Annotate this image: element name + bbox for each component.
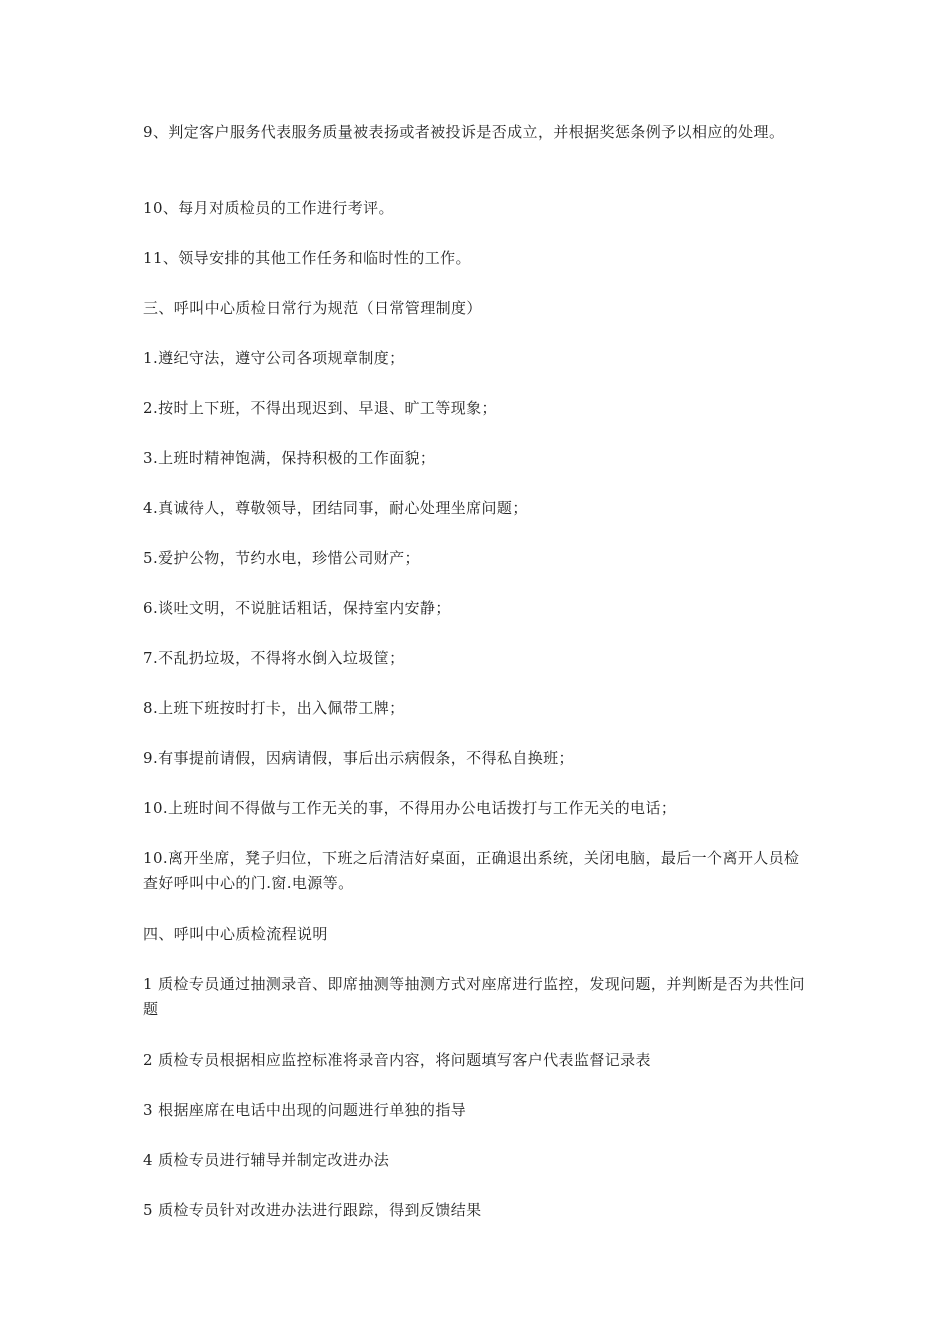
rule-item-4: 4.真诚待人，尊敬领导，团结同事，耐心处理坐席问题； — [143, 499, 528, 517]
process-step-3: 3 根据座席在电话中出现的问题进行单独的指导 — [143, 1101, 467, 1119]
rule-item-5: 5.爱护公物，节约水电，珍惜公司财产； — [143, 549, 420, 567]
paragraph-item-9: 9、判定客户服务代表服务质量被表扬或者被投诉是否成立，并根据奖惩条例予以相应的处理。 — [143, 123, 785, 141]
rule-item-7: 7.不乱扔垃圾，不得将水倒入垃圾筐； — [143, 649, 405, 667]
process-step-5: 5 质检专员针对改进办法进行跟踪，得到反馈结果 — [143, 1201, 482, 1219]
process-step-1: 1 质检专员通过抽测录音、即席抽测等抽测方式对座席进行监控，发现问题，并判断是否为共性问题 — [143, 975, 805, 1018]
paragraph-item-11: 11、领导安排的其他工作任务和临时性的工作。 — [143, 249, 471, 267]
rule-item-10b: 10.离开坐席，凳子归位，下班之后清洁好桌面，正确退出系统，关闭电脑，最后一个离开人员检查好呼叫中心的门.窗.电源等。 — [143, 849, 800, 892]
rule-item-3: 3.上班时精神饱满，保持积极的工作面貌； — [143, 449, 436, 467]
process-step-2: 2 质检专员根据相应监控标准将录音内容，将问题填写客户代表监督记录表 — [143, 1051, 651, 1069]
paragraph-item-10: 10、每月对质检员的工作进行考评。 — [143, 199, 394, 217]
rule-item-9: 9.有事提前请假，因病请假，事后出示病假条，不得私自换班； — [143, 749, 574, 767]
section-heading-4: 四、呼叫中心质检流程说明 — [143, 925, 328, 943]
section-heading-3: 三、呼叫中心质检日常行为规范（日常管理制度） — [143, 299, 482, 317]
rule-item-6: 6.谈吐文明，不说脏话粗话，保持室内安静； — [143, 599, 451, 617]
rule-item-1: 1.遵纪守法，遵守公司各项规章制度； — [143, 349, 405, 367]
rule-item-2: 2.按时上下班，不得出现迟到、早退、旷工等现象； — [143, 399, 497, 417]
rule-item-10a: 10.上班时间不得做与工作无关的事，不得用办公电话拨打与工作无关的电话； — [143, 799, 677, 817]
rule-item-8: 8.上班下班按时打卡，出入佩带工牌； — [143, 699, 405, 717]
process-step-4: 4 质检专员进行辅导并制定改进办法 — [143, 1151, 390, 1169]
